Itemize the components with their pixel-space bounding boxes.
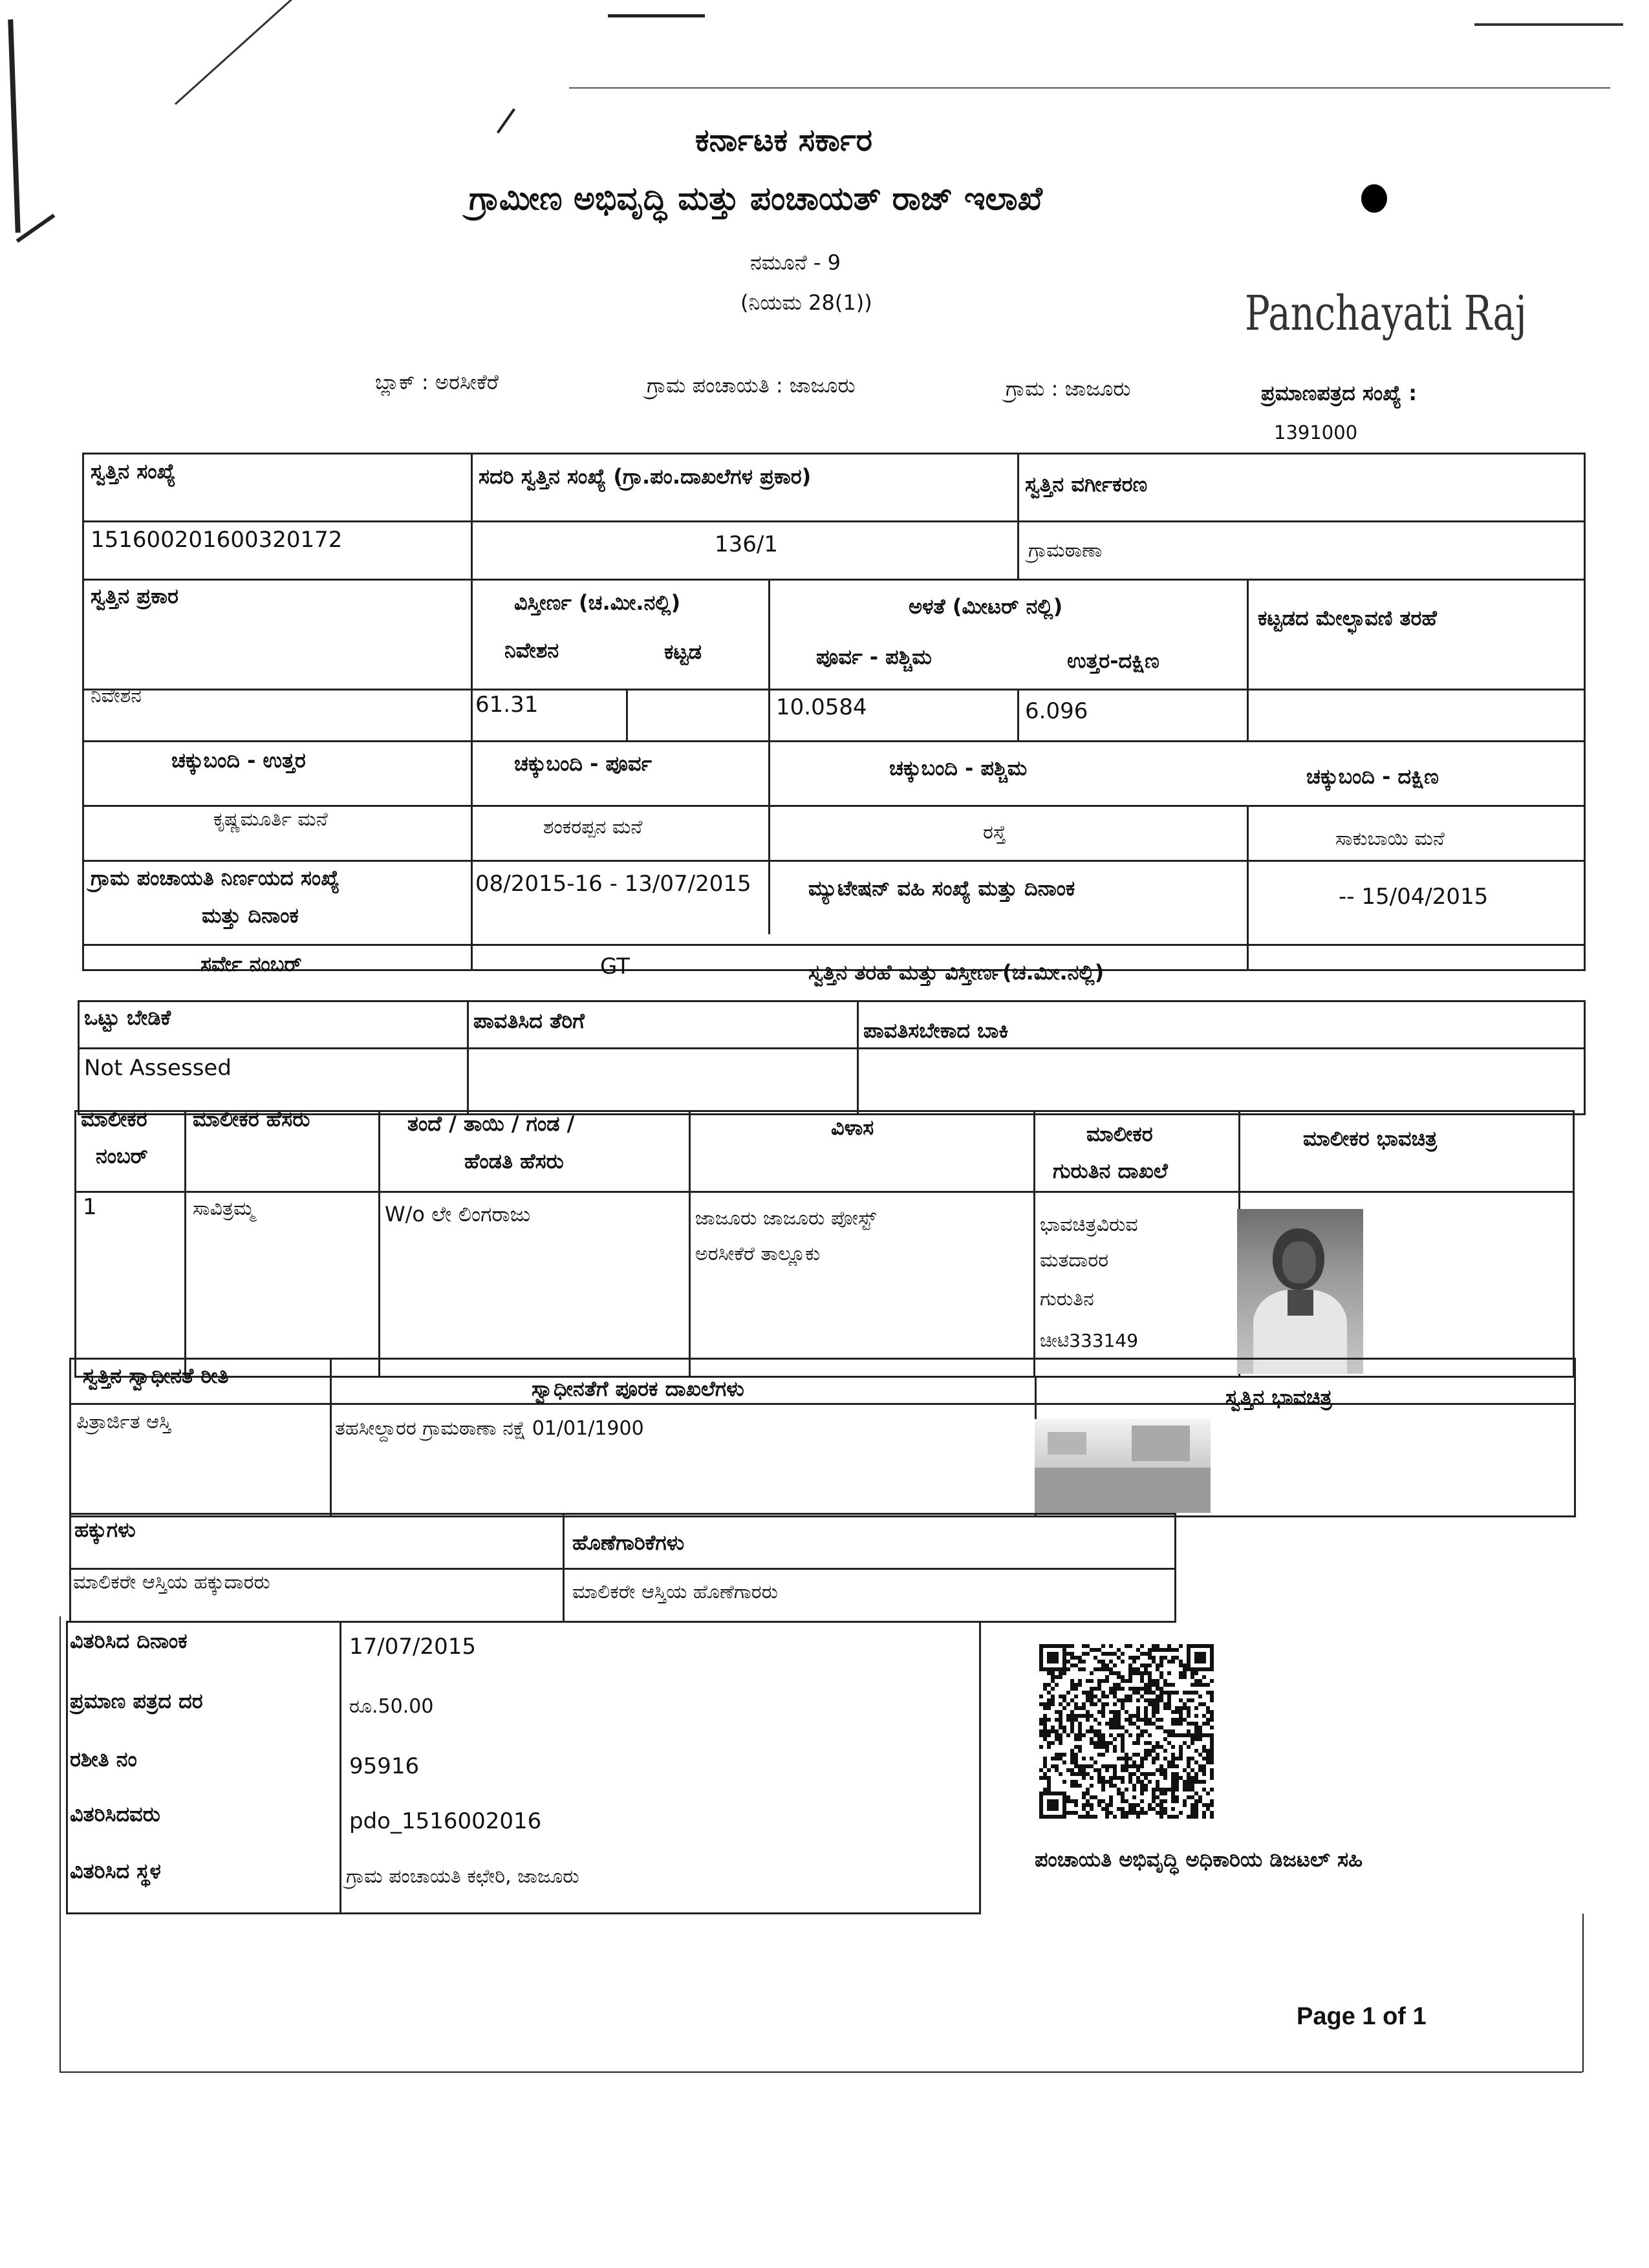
rule-number: (ನಿಯಮ 28(1)) [740, 290, 872, 315]
owner-idproof-line-4: ಚೀಟಿ333149 [1040, 1330, 1139, 1351]
tax-due-label: ಪಾವತಿಸಬೇಕಾದ ಬಾಕಿ [863, 1018, 1009, 1043]
certificate-fee-value: ರೂ.50.00 [349, 1695, 434, 1718]
owner-idproof-line-1: ಭಾವಚಿತ್ರವಿರುವ [1040, 1214, 1138, 1236]
boundary-south-label: ಚಕ್ಕುಬಂದಿ - ದಕ್ಷಿಣ [1306, 764, 1439, 789]
department-title: ಗ್ರಾಮೀಣ ಅಭಿವೃದ್ಧಿ ಮತ್ತು ಪಂಚಾಯತ್ ರಾಜ್ ಇಲಾಖೆ [469, 180, 1042, 217]
boundary-east-label: ಚಕ್ಕುಬಂದಿ - ಪೂರ್ವ [514, 751, 652, 776]
issued-by-value: pdo_1516002016 [349, 1808, 542, 1834]
dimension-ns-value: 6.096 [1025, 698, 1088, 724]
area-label: ವಿಸ್ತೀರ್ಣ (ಚ.ಮೀ.ನಲ್ಲಿ) [514, 590, 681, 615]
owner-photo [1237, 1209, 1363, 1374]
survey-number-value: GT [600, 954, 630, 979]
owner-idproof-line-2: ಮತದಾರರ [1040, 1249, 1109, 1272]
receipt-number-value: 95916 [349, 1753, 420, 1779]
form-number: ನಮೂನೆ - 9 [750, 250, 841, 275]
issued-by-label: ವಿತರಿಸಿದವರು [70, 1802, 160, 1826]
page-frame-bottom [59, 2071, 1582, 2073]
owner-number-label-1: ಮಾಲೀಕರ [81, 1107, 147, 1131]
certificate-label: ಪ್ರಮಾಣಪತ್ರದ ಸಂಖ್ಯೆ : [1261, 381, 1417, 405]
property-type-value: ನಿವೇಶನ [91, 685, 142, 707]
page-number: Page 1 of 1 [1297, 2003, 1427, 2030]
issue-place-value: ಗ್ರಾಮ ಪಂಚಾಯತಿ ಕಛೇರಿ, ಜಾಜೂರು [346, 1865, 579, 1888]
area-site-value: 61.31 [475, 692, 539, 718]
property-ref-label: ಸದರಿ ಸ್ವತ್ತಿನ ಸಂಖ್ಯೆ (ಗ್ರಾ.ಪಂ.ದಾಖಲೆಗಳ ಪ್ರಕಾರ) [479, 464, 812, 489]
boundary-north-label: ಚಕ್ಕುಬಂದಿ - ಉತ್ತರ [171, 748, 306, 773]
owner-number-value: 1 [83, 1194, 97, 1220]
owner-address-label: ವಿಳಾಸ [831, 1115, 874, 1140]
liabilities-label: ಹೊಣೆಗಾರಿಕೆಗಳು [572, 1530, 685, 1555]
owner-idproof-line-3: ಗುರುತಿನ [1040, 1288, 1094, 1311]
page-frame-right [1582, 1914, 1584, 2072]
village-text: ಗ್ರಾಮ : ಜಾಜೂರು [1006, 376, 1131, 401]
owner-name-value: ಸಾವಿತ್ರಮ್ಮ [193, 1197, 255, 1220]
scan-mark-left-tick [16, 213, 56, 242]
resolution-value: 08/2015-16 - 13/07/2015 [475, 871, 751, 897]
resolution-label-2: ಮತ್ತು ದಿನಾಂಕ [202, 903, 299, 928]
mutation-value: -- 15/04/2015 [1339, 884, 1489, 910]
owner-name-label: ಮಾಲೀಕರ ಹೆಸರು [193, 1107, 310, 1131]
area-building-label: ಕಟ್ಟಡ [664, 639, 702, 664]
certificate-fee-label: ಪ್ರಮಾಣ ಪತ್ರದ ದರ [70, 1689, 203, 1713]
certificate-number: 1391000 [1274, 422, 1358, 444]
property-id-label: ಸ್ವತ್ತಿನ ಸಂಖ್ಯೆ [91, 459, 176, 484]
rights-label: ಹಕ್ಕುಗಳು [74, 1517, 136, 1542]
property-photo-label: ಸ್ವತ್ತಿನ ಭಾವಚಿತ್ರ [1225, 1385, 1332, 1409]
scan-mark-top-right [1474, 23, 1623, 26]
scan-mark-left [8, 19, 21, 233]
owner-address-line-2: ಅರಸೀಕೆರೆ ತಾಲ್ಲೂಕು [695, 1243, 821, 1265]
scan-mark-diagonal [175, 0, 320, 105]
liabilities-value: ಮಾಲಿಕರೇ ಆಸ್ತಿಯ ಹೊಣೆಗಾರರು [572, 1581, 778, 1603]
ownership-table [69, 1358, 1576, 1517]
property-type-label: ಸ್ವತ್ತಿನ ಪ್ರಕಾರ [91, 584, 178, 608]
owner-parent-label-2: ಹೆಂಡತಿ ಹೆಸರು [464, 1149, 564, 1173]
gram-panchayat-text: ಗ್ರಾಮ ಪಂಚಾಯತಿ : ಜಾಜೂರು [647, 373, 856, 398]
block-text: ಬ್ಲಾಕ್ : ಅರಸೀಕೆರೆ [375, 370, 499, 394]
boundary-east-value: ಶಂಕರಪ್ಪನ ಮನೆ [543, 816, 643, 839]
boundary-west-value: ರಸ್ತೆ [983, 821, 1006, 844]
scan-mark-tick [497, 108, 515, 133]
dimension-label: ಅಳತೆ (ಮೀಟರ್ ನಲ್ಲಿ) [909, 594, 1063, 619]
total-demand-value: Not Assessed [84, 1055, 232, 1081]
page-frame-left [59, 1616, 61, 2072]
property-class-label: ಸ್ವತ್ತಿನ ವರ್ಗೀಕರಣ [1025, 472, 1148, 497]
area-site-label: ನಿವೇಶನ [504, 638, 559, 663]
boundary-west-label: ಚಕ್ಕುಬಂದಿ - ಪಶ್ಚಿಮ [889, 756, 1028, 780]
tax-paid-label: ಪಾವತಿಸಿದ ತೆರಿಗೆ [473, 1009, 585, 1033]
ownership-mode-label: ಸ್ವತ್ತಿನ ಸ್ವಾಧೀನತೆ ರೀತಿ [83, 1364, 229, 1388]
survey-number-label: ಸರ್ವೇ ನಂಬರ್ [200, 952, 302, 976]
boundary-south-value: ಸಾಕುಬಾಯಿ ಮನೆ [1335, 828, 1445, 850]
property-ref-value: 136/1 [715, 531, 778, 557]
ownership-mode-value: ಪಿತ್ರಾರ್ಜಿತ ಆಸ್ತಿ [76, 1411, 171, 1433]
owner-photo-label: ಮಾಲೀಕರ ಭಾವಚಿತ್ರ [1303, 1126, 1438, 1151]
qr-code [1038, 1639, 1216, 1826]
govt-title: ಕರ್ನಾಟಕ ಸರ್ಕಾರ [695, 122, 873, 158]
type-area-label: ಸ್ವತ್ತಿನ ತರಹೆ ಮತ್ತು ವಿಸ್ತೀರ್ಣ(ಚ.ಮೀ.ನಲ್ಲಿ) [808, 960, 1105, 985]
issue-date-value: 17/07/2015 [349, 1634, 476, 1660]
owner-number-label-2: ನಂಬರ್ [96, 1144, 148, 1168]
property-class-value: ಗ್ರಾಮಠಾಣಾ [1028, 539, 1103, 562]
scan-dot [1361, 184, 1387, 213]
tax-table [78, 1000, 1586, 1115]
receipt-number-label: ರಶೀತಿ ನಂ [70, 1747, 137, 1771]
scan-mark-top-line [569, 87, 1610, 89]
resolution-label-1: ಗ್ರಾಮ ಪಂಚಾಯತಿ ನಿರ್ಣಯದ ಸಂಖ್ಯೆ [91, 866, 340, 890]
owner-address-line-1: ಜಾಜೂರು ಜಾಜೂರು ಪೋಸ್ಟ್ [695, 1207, 876, 1230]
rights-value: ಮಾಲಿಕರೇ ಆಸ್ತಿಯ ಹಕ್ಕುದಾರರು [73, 1571, 270, 1594]
owner-idproof-label-2: ಗುರುತಿನ ದಾಖಲೆ [1053, 1159, 1168, 1183]
watermark-text: Panchayati Raj [1245, 286, 1527, 341]
ownership-docs-label: ಸ್ವಾಧೀನತೆಗೆ ಪೂರಕ ದಾಖಲೆಗಳು [532, 1376, 744, 1401]
dimension-ns-label: ಉತ್ತರ-ದಕ್ಷಿಣ [1067, 648, 1159, 673]
digital-signature-label: ಪಂಚಾಯತಿ ಅಭಿವೃದ್ಧಿ ಅಧಿಕಾರಿಯ ಡಿಜಟಲ್ ಸಹಿ [1035, 1847, 1363, 1872]
owner-parent-value: W/o ಲೇ ಲಿಂಗರಾಜು [385, 1202, 531, 1226]
issue-place-label: ವಿತರಿಸಿದ ಸ್ಥಳ [70, 1859, 161, 1883]
roof-type-label: ಕಟ್ಟಡದ ಮೇಲ್ಛಾವಣಿ ತರಹೆ [1258, 606, 1437, 630]
scan-mark-top [608, 14, 705, 17]
property-id-value: 151600201600320172 [91, 527, 343, 553]
property-photo [1035, 1419, 1211, 1513]
total-demand-label: ಒಟ್ಟು ಬೇಡಿಕೆ [84, 1005, 171, 1030]
owner-idproof-label-1: ಮಾಲೀಕರ [1086, 1122, 1153, 1146]
owner-parent-label-1: ತಂದೆ / ತಾಯಿ / ಗಂಡ / [407, 1111, 575, 1136]
boundary-north-value: ಕೃಷ್ಣಮೂರ್ತಿ ಮನೆ [213, 808, 328, 831]
ownership-docs-value: ತಹಸೀಲ್ದಾರರ ಗ್ರಾಮಠಾಣಾ ನಕ್ಷೆ 01/01/1900 [335, 1417, 644, 1440]
mutation-label: ಮ್ಯುಟೇಷನ್ ವಹಿ ಸಂಖ್ಯೆ ಮತ್ತು ದಿನಾಂಕ [808, 876, 1075, 901]
dimension-ew-value: 10.0584 [776, 694, 867, 720]
dimension-ew-label: ಪೂರ್ವ - ಪಶ್ಚಿಮ [816, 645, 932, 669]
issue-date-label: ವಿತರಿಸಿದ ದಿನಾಂಕ [70, 1629, 188, 1653]
